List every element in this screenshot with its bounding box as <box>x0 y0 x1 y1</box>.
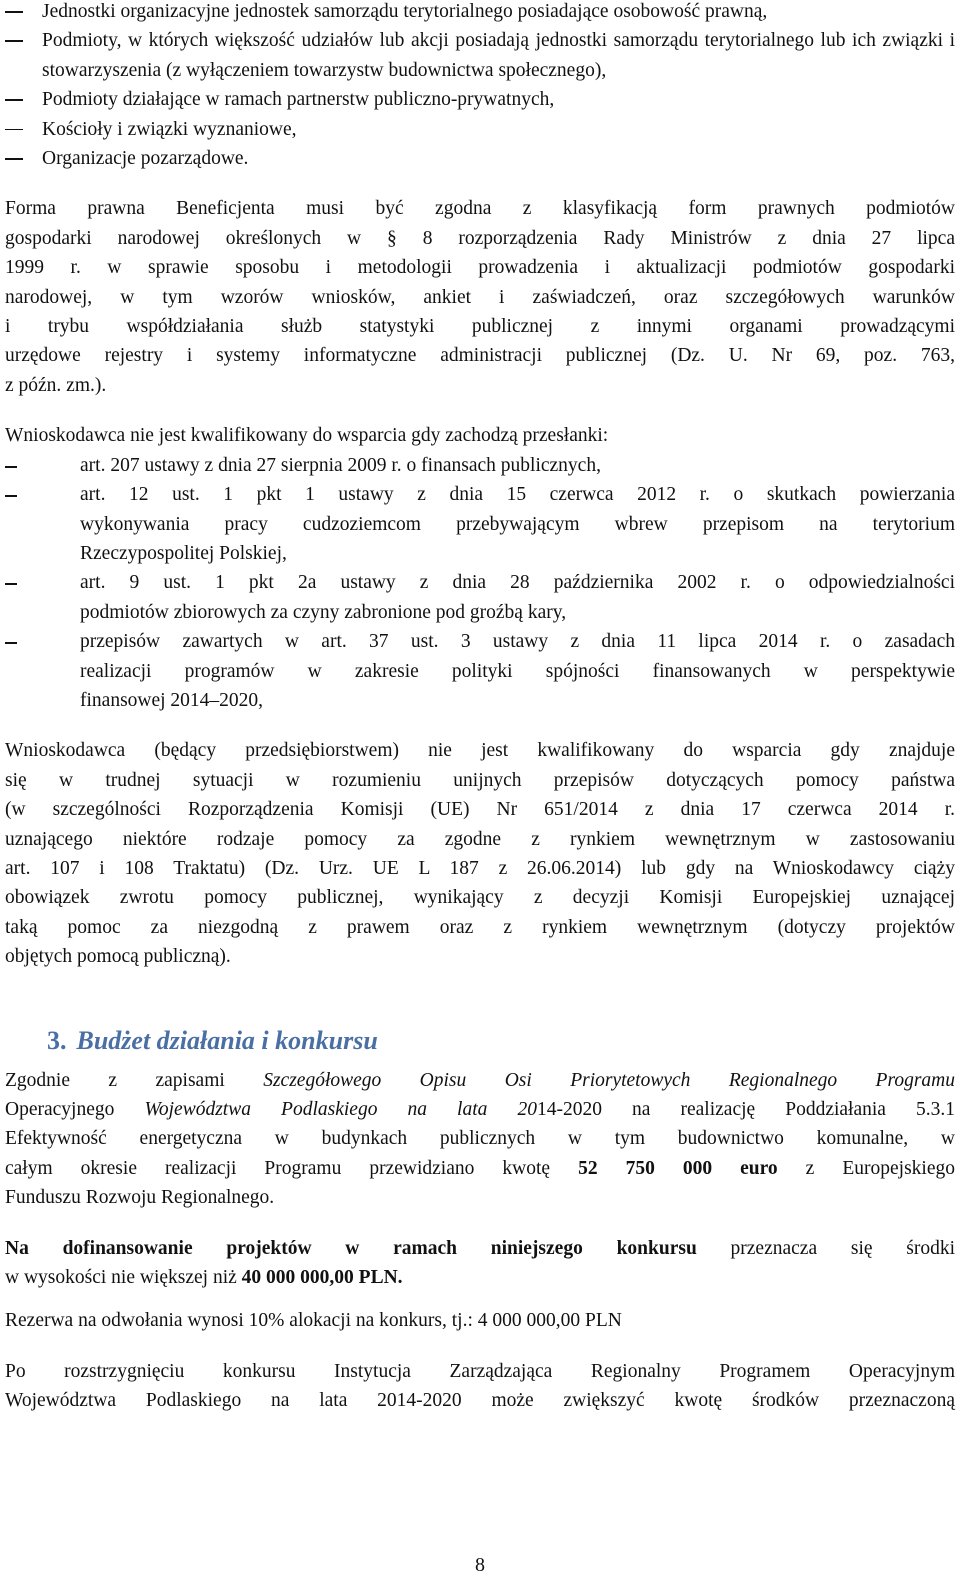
page-number: 8 <box>475 1554 485 1576</box>
list-item: Podmioty, w których większość udziałów lub akcji posiadają jednostki samorządu terytorialnego lub ich związki i stowarzyszenia (z wyłączeniem towarzystw budownictwa społecznego), <box>5 26 955 85</box>
list-item: Podmioty działające w ramach partnerstw publiczno-prywatnych, <box>5 85 955 114</box>
exclusion-list <box>5 451 955 716</box>
budget-paragraph: Zgodnie z zapisami Szczegółowego Opisu Osi Priorytetowych Regionalnego Programu Operacyjnego Województwa Podlaskiego na lata 2014-2020 na realizację Poddziałania 5.3.1 Efektywność energetyczna w budynkach publicznych w tym budownictwo komunalne, w całym okresie realizacji Programu przewidziano kwotę 52 750 000 euro z Europejskiego Funduszu Rozwoju Regionalnego. <box>5 1069 956 1209</box>
section-number: 3. <box>47 1025 67 1055</box>
legal-form-paragraph: Forma prawna Beneficjenta musi być zgodna z klasyfikacją form prawnych podmiotów gospodarki narodowej określonych w § 8 rozporządzenia Rady Ministrów z dnia 27 lipca 1999 r. w sprawie sposobu i metodologii prowadzenia i aktualizacji podmiotów gospodarki narodowej, w tym wzorów wniosków, ankiet i zaświadczeń, oraz szczegółowych warunków i trybu współdziałania służb statystyki publicznej z innymi organami prowadzącymi urzędowe rejestry i systemy informatyczne administracji publicznej (Dz. U. Nr 69, poz. 763, z późn. zm.). <box>5 198 955 396</box>
list-item: art. 9 ust. 1 pkt 2a ustawy z dnia 28 października 2002 r. o odpowiedzialności podmiotów zbiorowych za czyny zabronione pod groźbą kary, <box>5 568 955 627</box>
section-title: Budżet działania i konkursu <box>76 1025 378 1055</box>
funding-amount: 40 000 000,00 PLN. <box>241 1267 403 1289</box>
list-item: przepisów zawartych w art. 37 ust. 3 ustawy z dnia 11 lipca 2014 r. o zasadach realizacji programów w zakresie polityki spójności finansowanych w perspektywie finansowej 2014–2020, <box>5 627 955 715</box>
total-amount: 52 750 000 euro <box>578 1157 778 1179</box>
beneficiary-types-list <box>5 0 955 173</box>
list-item: art. 12 ust. 1 pkt 1 ustawy z dnia 15 czerwca 2012 r. o skutkach powierzania wykonywania pracy cudzoziemcom przebywającym wbrew przepisom na terytorium Rzeczypospolitej Polskiej, <box>5 480 955 568</box>
funding-paragraph: Na dofinansowanie projektów w ramach niniejszego konkursu przeznacza się środki w wysokości nie większej niż 40 000 000,00 PLN. <box>5 1237 956 1289</box>
reserve-paragraph: Rezerwa na odwołania wynosi 10% alokacji na konkurs, tj.: 4 000 000,00 PLN <box>5 1310 622 1332</box>
list-item: Jednostki organizacyjne jednostek samorządu terytorialnego posiadające osobowość prawną, <box>5 0 955 26</box>
list-item: Kościoły i związki wyznaniowe, <box>5 115 955 144</box>
list-item: Organizacje pozarządowe. <box>5 144 955 173</box>
difficulty-paragraph: Wnioskodawca (będący przedsiębiorstwem) nie jest kwalifikowany do wsparcia gdy znajduje się w trudnej sytuacji w rozumieniu unijnych przepisów dotyczących pomocy państwa (w szczególności Rozporządzenia Komisji (UE) Nr 651/2014 z dnia 17 czerwca 2014 r. uznającego niektóre rodzaje pomocy za zgodne z rynkiem wewnętrznym w zastosowaniu art. 107 i 108 Traktatu) (Dz. Urz. UE L 187 z 26.06.2014) lub gdy na Wnioskodawcy ciąży obowiązek zwrotu pomocy publicznej, wynikający z decyzji Komisji Europejskiej uznającej taką pomoc za niezgodną z prawem oraz z rynkiem wewnętrznym (dotyczy projektów objętych pomocą publiczną). <box>5 740 955 968</box>
post-resolution-paragraph: Po rozstrzygnięciu konkursu Instytucja Zarządzająca Regionalny Programem Operacyjnym Województwa Podlaskiego na lata 2014-2020 może zwiększyć kwotę środków przeznaczoną <box>5 1360 955 1412</box>
document-page <box>5 0 955 1416</box>
eligibility-intro: Wnioskodawca nie jest kwalifikowany do wsparcia gdy zachodzą przesłanki: <box>5 425 609 447</box>
list-item: art. 207 ustawy z dnia 27 sierpnia 2009 r. o finansach publicznych, <box>5 451 955 480</box>
section-heading <box>5 1024 955 1058</box>
